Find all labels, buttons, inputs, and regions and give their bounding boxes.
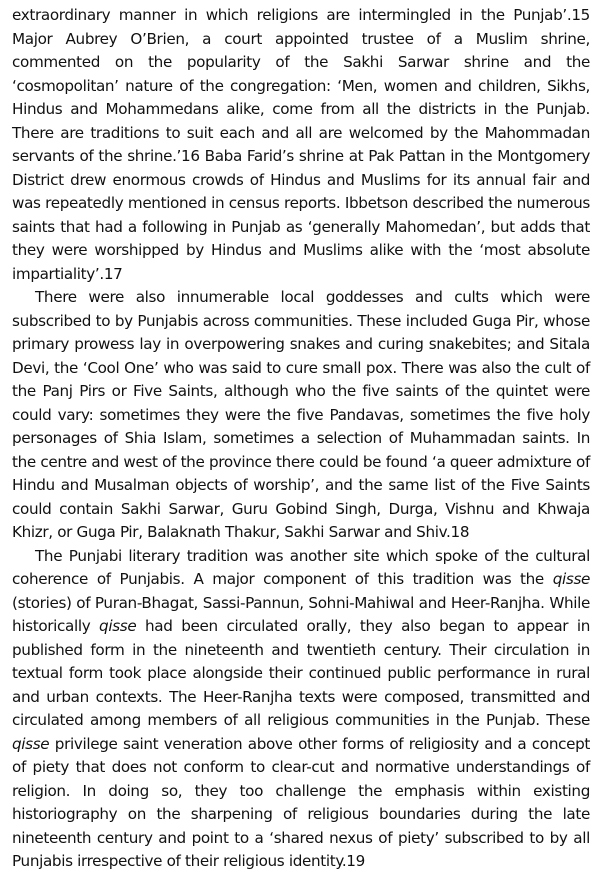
qisse-term: qisse bbox=[552, 570, 590, 588]
paragraph-2 bbox=[12, 286, 590, 545]
paragraph-2-text: There were also innumerable local goddesses and cults which were subscribed to by Punjabis across communities. These included Guga Pir, whose primary prowess lay in overpowering snakes and curing snakebites; and Sitala Devi, the ‘Cool One’ who was said to cure small pox. There was also the cult of the Panj Pirs or Five Saints, although who the five saints of the quintet were could vary: sometimes they were the five Pandavas, sometimes the five holy personages of Shia Islam, sometimes a selection of Muhammadan saints. In the centre and west of the province there could be found ‘a queer admixture of Hindu and Musalman objects of worship’, and the same list of the Five Saints could contain Sakhi Sarwar, Guru Gobind Singh, Durga, Vishnu and Khwaja Khizr, or Guga Pir, Balaknath Thakur, Sakhi Sarwar and Shiv.18 bbox=[12, 288, 590, 541]
qisse-term: qisse bbox=[12, 734, 50, 753]
qisse-term: qisse bbox=[99, 617, 137, 635]
paragraph-3-text-1: The Punjabi literary tradition was another site which spoke of the cultural coherence of Punjabis. A major component of this tradition was the bbox=[12, 546, 590, 588]
paragraph-3-text-3: had been circulated orally, they also began to appear in published form in the nineteenth and twentieth century. Their circulation in textual form took place alongside their continued public performance in rural and urban contexts. The Heer-Ranjha texts were composed, transmitted and circulated among members of all religious communities in the Punjab. These bbox=[12, 617, 590, 729]
paragraph-1 bbox=[12, 4, 590, 286]
paragraph-1-text: extraordinary manner in which religions are intermingled in the Punjab’.15 Major Aubrey O’Brien, a court appointed trustee of a Muslim shrine, commented on the popularity of the Sakhi Sarwar shrine and the ‘cosmopolitan’ nature of the congregation: ‘Men, women and children, Sikhs, Hindus and Mohammedans alike, come from all the districts in the Punjab. There are traditions to suit each and all are welcomed by the Mahommadan servants of the shrine.’16 Baba Farid’s shrine at Pak Pattan in the Montgomery District drew enormous crowds of Hindus and Muslims for its annual fair and was repeatedly mentioned in census reports. Ibbetson described the numerous saints that had a following in Punjab as ‘generally Mahomedan’, but adds that they were worshipped by Hindus and Muslims alike with the ‘most absolute impartiality’.17 bbox=[12, 6, 590, 283]
paragraph-3-text-4: privilege saint veneration above other forms of religiosity and a concept of piety that does not conform to clear-cut and normative understandings of religion. In doing so, they too challenge the emphasis within existing historiography on the sharpening of religious boundaries during the late nineteenth century and point to a ‘shared nexus of piety’ subscribed to by all Punjabis irrespective of their religious identity.19 bbox=[12, 734, 590, 870]
paragraph-3-text-2: (stories) of Puran-Bhagat, Sassi-Pannun, Sohni-Mahiwal and Heer-Ranjha. While historically bbox=[12, 593, 590, 635]
paragraph-3 bbox=[12, 545, 590, 874]
